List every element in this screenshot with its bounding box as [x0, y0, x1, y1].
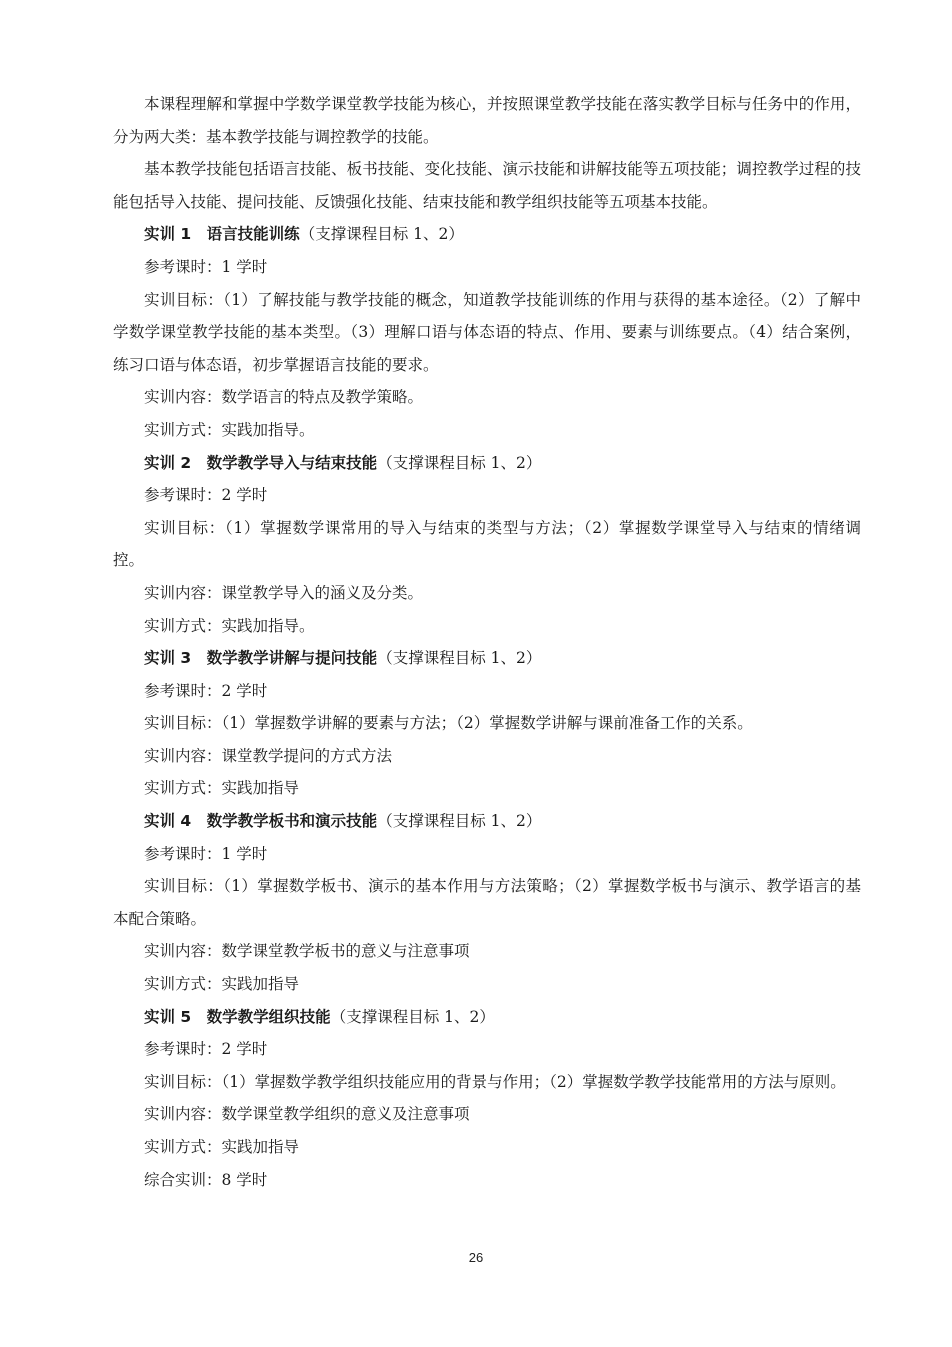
intro-paragraph-1: 本课程理解和掌握中学数学课堂教学技能为核心，并按照课堂教学技能在落实教学目标与任务中的作用，分为两大类：基本教学技能与调控教学的技能。	[113, 95, 861, 146]
training-1-heading	[113, 218, 861, 251]
training-3-goal: 实训目标：（1）掌握数学讲解的要素与方法；（2）掌握数学讲解与课前准备工作的关系。	[144, 714, 753, 733]
training-4-hours: 参考课时：1 学时	[144, 844, 268, 863]
training-5-content: 实训内容：数学课堂教学组织的意义及注意事项	[144, 1105, 470, 1124]
training-3-hours: 参考课时：2 学时	[144, 681, 268, 700]
training-3-method: 实训方式：实践加指导	[144, 779, 300, 798]
training-2-support: （支撑课程目标 1、2）	[377, 453, 542, 472]
training-5-support: （支撑课程目标 1、2）	[330, 1007, 495, 1026]
training-2-content: 实训内容：课堂教学导入的涵义及分类。	[144, 583, 424, 602]
training-4-goal: 实训目标：（1）掌握数学板书、演示的基本作用与方法策略；（2）掌握数学板书与演示、教学语言的基本配合策略。	[113, 877, 861, 928]
page-number: 26	[468, 1250, 484, 1265]
intro-paragraph-2: 基本教学技能包括语言技能、板书技能、变化技能、演示技能和讲解技能等五项技能；调控教学过程的技能包括导入技能、提问技能、反馈强化技能、结束技能和教学组织技能等五项基本技能。	[113, 160, 861, 211]
training-3-title: 实训 3 数学教学讲解与提问技能	[144, 649, 378, 668]
page-body	[113, 88, 861, 1196]
training-1-title: 实训 1 语言技能训练	[144, 225, 300, 244]
summary-hours: 综合实训：8 学时	[144, 1170, 268, 1189]
training-4-heading	[113, 805, 861, 838]
training-5-heading	[113, 1001, 861, 1034]
training-1-content: 实训内容：数学语言的特点及教学策略。	[144, 388, 424, 407]
training-2-heading	[113, 447, 861, 480]
training-1-hours: 参考课时：1 学时	[144, 257, 268, 276]
training-3-heading	[113, 642, 861, 675]
training-1-support: （支撑课程目标 1、2）	[299, 225, 464, 244]
training-5-method: 实训方式：实践加指导	[144, 1138, 300, 1156]
training-4-support: （支撑课程目标 1、2）	[377, 812, 542, 831]
training-4-content: 实训内容：数学课堂教学板书的意义与注意事项	[144, 942, 470, 961]
training-1-method: 实训方式：实践加指导。	[144, 420, 315, 439]
training-5-hours: 参考课时：2 学时	[144, 1040, 268, 1059]
training-4-method: 实训方式：实践加指导	[144, 975, 300, 994]
training-2-title: 实训 2 数学教学导入与结束技能	[144, 453, 378, 472]
training-5-goal: 实训目标：（1）掌握数学教学组织技能应用的背景与作用；（2）掌握数学教学技能常用的方法与原则。	[144, 1072, 846, 1091]
training-5-title: 实训 5 数学教学组织技能	[144, 1007, 331, 1026]
training-2-method: 实训方式：实践加指导。	[144, 616, 315, 635]
training-3-content: 实训内容：课堂教学提问的方式方法	[144, 746, 393, 765]
training-4-title: 实训 4 数学教学板书和演示技能	[144, 812, 378, 831]
training-1-goal: 实训目标：（1）了解技能与教学技能的概念，知道教学技能训练的作用与获得的基本途径。（2）了解中学数学课堂教学技能的基本类型。（3）理解口语与体态语的特点、作用、要素与训练要点。（4）结合案例，练习口语与体态语，初步掌握语言技能的要求。	[113, 290, 861, 374]
training-2-goal: 实训目标：（1）掌握数学课常用的导入与结束的类型与方法；（2）掌握数学课堂导入与结束的情绪调控。	[113, 518, 861, 570]
training-3-support: （支撑课程目标 1、2）	[377, 649, 542, 668]
training-2-hours: 参考课时：2 学时	[144, 486, 268, 505]
